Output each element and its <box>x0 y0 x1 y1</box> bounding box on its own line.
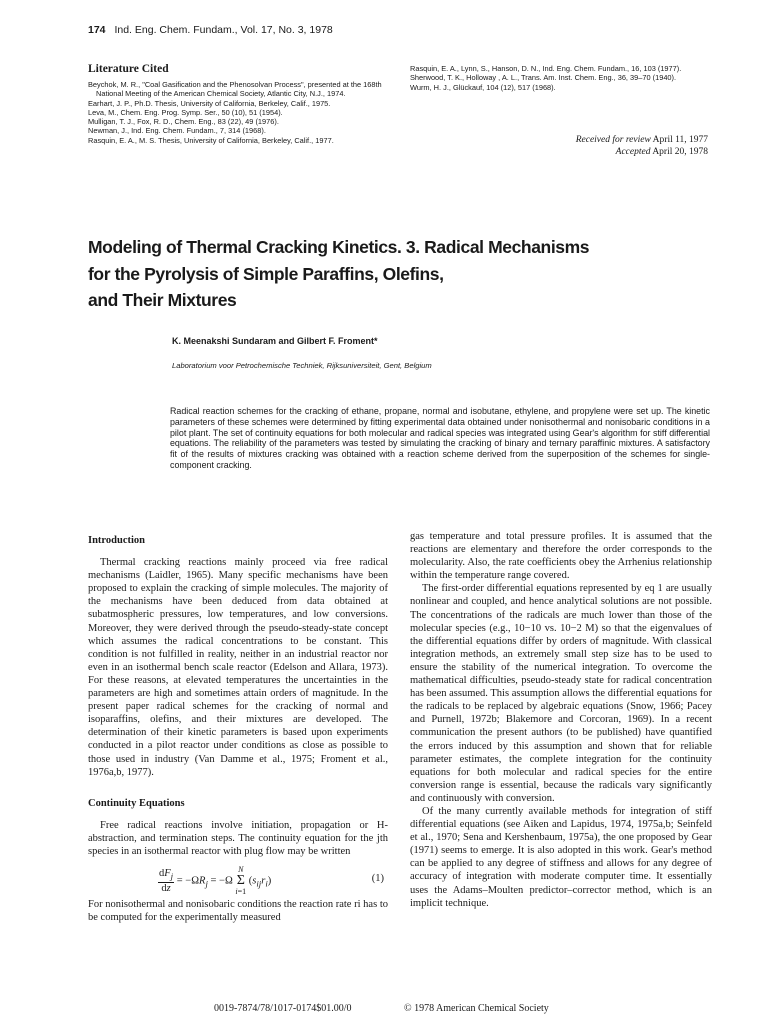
running-header <box>88 24 333 36</box>
paragraph: For nonisothermal and nonisobaric conditions the reaction rate ri has to be computed for the experimentally measured <box>88 899 388 924</box>
title-line: for the Pyrolysis of Simple Paraffins, Olefins, <box>88 263 444 284</box>
received-label: Received for review <box>575 135 651 145</box>
body-column-right <box>410 530 712 910</box>
footer-copyright: © 1978 American Chemical Society <box>404 1003 549 1014</box>
references-right <box>410 64 712 92</box>
paragraph: Free radical reactions involve initiation, propagation or H-abstraction, and termination steps. The continuity equation for the jth species in an isothermal reactor with plug flow may be written <box>88 819 388 857</box>
equation-fraction: $\frac{dF_j}{dz}$ <box>159 867 174 894</box>
paragraph: Of the many currently available methods for integration of stiff differential equations (see Aiken and Lapidus, 1974, 1975a,b; Seinfeld et al., 1970; Sena and Kershenbaum, 1975a), the one proposed by Gear (1971) seems to emerge. It is also adopted in this work. Gear's method can be applied to any degree of stiffness and allows for any degree of accuracy of integration with moderate computer time. It essentially uses the Adams–Moulten predictor–corrector method, which is an implicit technique. <box>410 805 712 909</box>
received-dates <box>576 134 708 158</box>
reference-item: Earhart, J. P., Ph.D. Thesis, University of California, Berkeley, Calif., 1975. <box>88 98 331 108</box>
reference-item: Sherwood, T. K., Holloway , A. L., Trans. Am. Inst. Chem. Eng., 36, 39–70 (1940). <box>410 73 677 83</box>
affiliation: Laboratorium voor Petrochemische Techniek, Rijksuniversiteit, Gent, Belgium <box>172 361 432 370</box>
literature-cited-heading: Literature Cited <box>88 63 169 75</box>
paragraph: The first-order differential equations represented by eq 1 are usually nonlinear and coupled, and hence analytical solutions are not possible. The concentrations of the radicals are much lower than those of the molecular species (e.g., 10−10 vs. 10−2 M) so that the eigenvalues of the differential equations differ by orders of magnitude. With classical integration methods, an extremely small step size has to be used to ensure the stability of the numerical integration. To overcome the mathematical difficulties, pseudo-steady state for radical concentration has been assumed. This assumption allows the differential equations for the radicals to be replaced by algebraic equations (Snow, 1966; Pacey and Purnell, 1972b; Blakemore and Corcoran, 1969). In a recent communication the present authors (to be published) have quantified the errors induced by this assumption and shown that for reliable parameter estimates, the complete integration for the continuity equations for both molecular and radical species for the entire conversion range is essential, because the radicals vary significantly and continuously with conversion. <box>410 583 712 804</box>
summation-symbol: N Σ i=1 <box>235 865 247 897</box>
title-line: and Their Mixtures <box>88 290 237 310</box>
authors: K. Meenakshi Sundaram and Gilbert F. Froment* <box>172 336 378 346</box>
equation-number: (1) <box>371 873 384 885</box>
reference-item: Wurm, H. J., Glückauf, 104 (12), 517 (1968). <box>410 82 556 92</box>
reference-item: Rasquin, E. A., Lynn, S., Hanson, D. N., Ind. Eng. Chem. Fundam., 16, 103 (1977). <box>410 64 682 73</box>
equation-1 <box>88 858 388 898</box>
reference-item: Rasquin, E. A., M. S. Thesis, University of California, Berkeley, Calif., 1977. <box>88 135 334 145</box>
reference-item: Newman, J., Ind. Eng. Chem. Fundam., 7, 314 (1968). <box>88 126 266 136</box>
references-left <box>88 80 388 145</box>
page-number: 174 <box>88 24 106 36</box>
abstract: Radical reaction schemes for the cracking of ethane, propane, normal and isobutane, ethylene, and propylene were set up. The kinetic parameters of these schemes were determined by fitting experimental data obtained under nonisothermal and nonisobaric conditions in a pilot plant. The set of continuity equations for both molecular and radical species was integrated using Gear's algorithm for stiff differential equations. The reliability of the parameters was tested by simulating the cracking of binary and ternary paraffinic mixtures. A satisfactory fit of the results of mixtures cracking was obtained with a reaction scheme derived from the superposition of the schemes for single-component cracking. <box>170 406 710 470</box>
accepted-label: Accepted <box>615 147 651 157</box>
title-line: Modeling of Thermal Cracking Kinetics. 3. Radical Mechanisms <box>88 237 590 257</box>
footer-code: 0019-7874/78/1017-0174$01.00/0 <box>214 1003 352 1014</box>
reference-item: Leva, M., Chem. Eng. Prog. Symp. Ser., 50 (10), 51 (1954). <box>88 107 283 117</box>
equation-body: $\frac{dF_j}{dz}$ = $-\Omega R_j = -\Omega$ N Σ i=1 $(s_{ij}r_i)$ <box>159 865 272 897</box>
section-heading-continuity: Continuity Equations <box>88 797 185 809</box>
article-title <box>88 234 688 314</box>
reference-item: Mulligan, T. J., Fox, R. D., Chem. Eng., 83 (22), 49 (1976). <box>88 117 279 127</box>
paragraph: Thermal cracking reactions mainly proceed via free radical mechanisms (Laidler, 1965). Many specific mechanisms have been proposed to explain the cracking of simple molecules. The majority of the mechanisms have been deduced from data obtained at subatmospheric pressures, low temperatures, and low conversions. Moreover, they were derived through the pseudo-steady-state concept which assumes the radical concentrations to be constant. This condition is not fulfilled in reality, neither in an industrial reactor nor even in an isothermal bench scale reactor (Edelson and Allara, 1973). For these reasons, at elevated temperatures the uncertainties in the parameters are high and sometimes attain orders of magnitude. In the present paper radical schemes for the cracking of normal and isoparaffins, olefins, and their mixtures are developed. The determination of their kinetic parameters is based upon experiments conducted in a pilot reactor under conditions as close as possible to those used in industry (Van Damme et al., 1975; Froment et al., 1976a,b, 1977). <box>88 557 388 778</box>
paragraph: gas temperature and total pressure profiles. It is assumed that the reactions are elementary and therefore the order corresponds to the molecularity. Also, the rate coefficients obey the Arrhenius relationship within the temperature range covered. <box>410 531 712 582</box>
section-heading-introduction: Introduction <box>88 535 145 546</box>
journal-citation: Ind. Eng. Chem. Fundam., Vol. 17, No. 3, 1978 <box>114 24 333 36</box>
received-date: April 11, 1977 <box>652 135 708 145</box>
body-column-left <box>88 534 388 924</box>
accepted-date: April 20, 1978 <box>652 147 708 157</box>
received-line <box>576 134 708 146</box>
reference-item: Beychok, M. R., "Coal Gasification and the Phenosolvan Process", presented at the 168th National Meeting of the American Chemical Society, Atlantic City, N.J., 1974. <box>88 80 382 99</box>
accepted-line <box>576 146 708 158</box>
